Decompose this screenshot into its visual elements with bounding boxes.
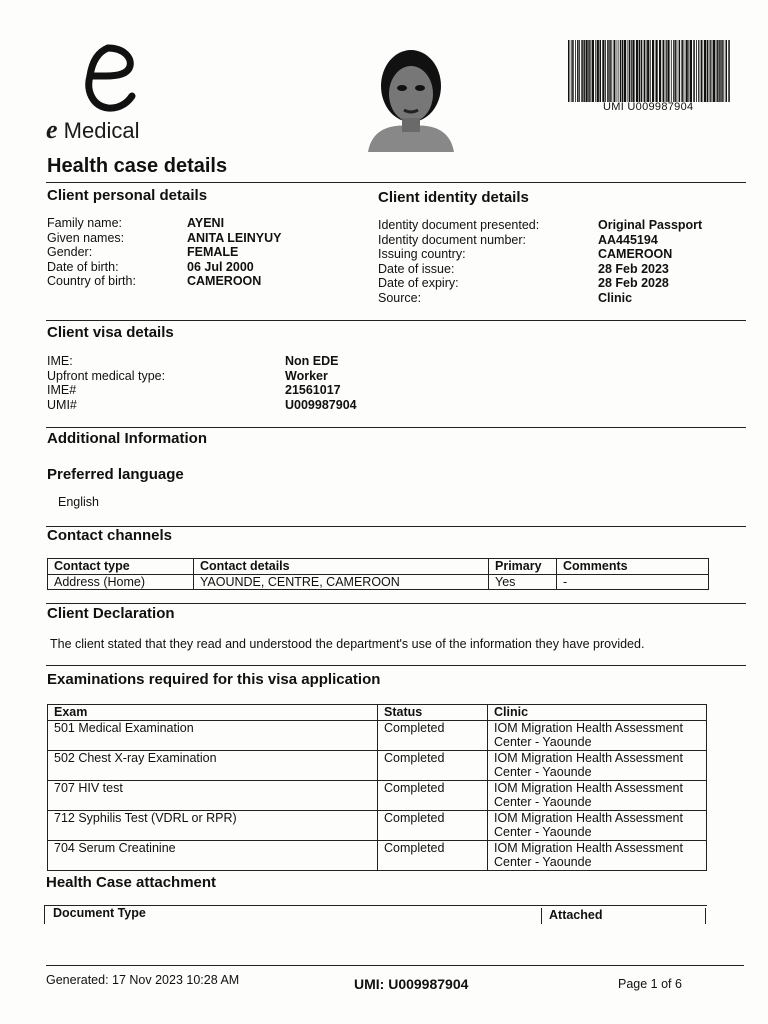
field-value: CAMEROON [598, 247, 673, 261]
barcode-bar [641, 40, 643, 102]
barcode-bar [575, 40, 576, 102]
column-header: Document Type [53, 906, 146, 920]
column-header: Contact type [48, 559, 194, 575]
personal-details-heading: Client personal details [47, 187, 208, 204]
barcode-bar [581, 40, 583, 102]
barcode-bar [605, 40, 606, 102]
contact-channels-heading: Contact channels [47, 527, 173, 544]
table-header-row [48, 559, 709, 575]
barcode-bar [688, 40, 689, 102]
table-row [48, 720, 707, 750]
footer-divider [46, 965, 744, 966]
barcode-bar [713, 40, 715, 102]
table-cell: 502 Chest X-ray Examination [48, 750, 378, 780]
barcode-bar [721, 40, 723, 102]
barcode-bar [709, 40, 710, 102]
field-value: AYENI [187, 216, 225, 230]
attachment-heading: Health Case attachment [46, 874, 217, 891]
field-label: Date of birth: [47, 259, 119, 274]
field-value: 06 Jul 2000 [187, 259, 254, 274]
table-cell: Completed [378, 750, 488, 780]
barcode-bar [602, 40, 604, 102]
divider [46, 320, 746, 321]
table-cell: Completed [378, 780, 488, 810]
barcode-bar [652, 40, 654, 102]
page-title: Health case details [47, 155, 228, 177]
brand-name: Medical [63, 118, 140, 143]
emedical-logo-icon [78, 44, 138, 116]
table-row [48, 750, 707, 780]
table-cell: Yes [489, 574, 557, 590]
barcode-bar [592, 40, 594, 102]
barcode-bar [636, 40, 638, 102]
barcode-bar [588, 40, 590, 102]
barcode-bar [595, 40, 596, 102]
visa-details-heading: Client visa details [47, 324, 174, 341]
barcode-bar [663, 40, 665, 102]
barcode-bar [611, 40, 612, 102]
table-cell: 712 Syphilis Test (VDRL or RPR) [48, 810, 378, 840]
barcode-bar [590, 40, 591, 102]
barcode-bar [667, 40, 669, 102]
footer-umi: UMI: U009987904 [354, 976, 469, 992]
barcode-bar [710, 40, 711, 102]
divider [46, 665, 746, 666]
barcode-bar [726, 40, 728, 102]
barcode-bar [631, 40, 632, 102]
additional-info-heading: Additional Information [47, 430, 207, 447]
examinations-table [47, 704, 707, 871]
barcode-bar [639, 40, 641, 102]
barcode-bar [644, 40, 646, 102]
identity-details-heading: Client identity details [378, 189, 529, 206]
preferred-language-value: English [58, 495, 99, 509]
barcode-bar [577, 40, 579, 102]
field-label: IME# [47, 383, 77, 397]
table-cell: Completed [378, 840, 488, 870]
barcode-bar [686, 40, 688, 102]
brand-wordmark [46, 115, 139, 145]
field-label: Family name: [47, 216, 123, 230]
barcode-bar [679, 40, 681, 102]
client-declaration-heading: Client Declaration [47, 605, 175, 622]
preferred-language-heading: Preferred language [47, 466, 184, 483]
barcode-bar [647, 40, 649, 102]
barcode-bar [696, 40, 697, 102]
barcode-bar [677, 40, 678, 102]
barcode-bar [568, 40, 570, 102]
barcode-bar [700, 40, 701, 102]
divider [44, 906, 45, 924]
barcode-bar [701, 40, 703, 102]
barcode-umi-text: UMI U009987904 [603, 101, 694, 113]
field-label: Given names: [47, 230, 125, 245]
barcode-bar [622, 40, 624, 102]
barcode-bar [624, 40, 626, 102]
barcode-bar [579, 40, 580, 102]
examinations-heading: Examinations required for this visa application [47, 671, 381, 688]
field-value: 28 Feb 2028 [598, 276, 669, 290]
table-row [48, 780, 707, 810]
field-value: FEMALE [187, 245, 239, 259]
field-value: 28 Feb 2023 [598, 261, 669, 276]
field-value: CAMEROON [187, 274, 262, 288]
generated-timestamp: Generated: 17 Nov 2023 10:28 AM [46, 973, 240, 987]
table-cell: Completed [378, 720, 488, 750]
table-cell: - [557, 574, 709, 590]
field-value: Clinic [598, 290, 633, 305]
divider [46, 427, 746, 428]
field-value: Non EDE [285, 354, 339, 368]
barcode-bar [681, 40, 683, 102]
contact-table [47, 558, 709, 590]
table-cell: IOM Migration Health Assessment Center - Yaounde [488, 720, 707, 750]
column-header: Primary [489, 559, 557, 575]
divider [46, 603, 746, 604]
barcode-bar [717, 40, 719, 102]
page-number: Page 1 of 6 [618, 977, 682, 991]
field-label: Issuing country: [378, 247, 466, 261]
barcode-bar [572, 40, 574, 102]
column-header: Attached [549, 908, 603, 922]
barcode-bar [716, 40, 717, 102]
table-row [48, 810, 707, 840]
field-label: Identity document number: [378, 232, 526, 247]
field-label: Date of issue: [378, 261, 455, 276]
barcode-bar [609, 40, 611, 102]
barcode-bar [632, 40, 634, 102]
divider [705, 908, 706, 924]
column-header: Exam [48, 705, 378, 721]
barcode-bar [583, 40, 585, 102]
field-label: Date of expiry: [378, 276, 459, 290]
brand-logo-letter: e [46, 115, 58, 144]
barcode-bar [618, 40, 619, 102]
barcode-bar [586, 40, 588, 102]
field-value: Worker [285, 368, 328, 383]
client-photo [366, 44, 456, 152]
table-cell: Completed [378, 810, 488, 840]
barcode-bar [659, 40, 661, 102]
barcode-bar [600, 40, 602, 102]
barcode-bar [693, 40, 695, 102]
field-value: 21561017 [285, 383, 341, 397]
table-row [48, 574, 709, 590]
barcode-bar [650, 40, 651, 102]
barcode-bar [723, 40, 724, 102]
table-cell: Address (Home) [48, 574, 194, 590]
barcode-bar [620, 40, 622, 102]
barcode-bar [597, 40, 599, 102]
table-cell: 501 Medical Examination [48, 720, 378, 750]
table-row [48, 840, 707, 870]
field-label: Source: [378, 290, 422, 305]
barcode-bar [629, 40, 631, 102]
barcode-bar [616, 40, 617, 102]
barcode-bar [656, 40, 658, 102]
field-value: AA445194 [598, 232, 658, 247]
column-header: Comments [557, 559, 709, 575]
divider [46, 182, 746, 183]
field-label: Upfront medical type: [47, 368, 166, 383]
column-header: Contact details [194, 559, 489, 575]
barcode [568, 40, 731, 102]
barcode-bar [690, 40, 692, 102]
table-cell: IOM Migration Health Assessment Center - Yaounde [488, 780, 707, 810]
table-cell: IOM Migration Health Assessment Center - Yaounde [488, 750, 707, 780]
column-header: Status [378, 705, 488, 721]
field-value: ANITA LEINYUY [187, 230, 282, 245]
barcode-bar [646, 40, 647, 102]
barcode-bar [571, 40, 572, 102]
barcode-bar [628, 40, 629, 102]
barcode-bar [666, 40, 667, 102]
table-cell: IOM Migration Health Assessment Center - Yaounde [488, 810, 707, 840]
barcode-bar [684, 40, 685, 102]
attachment-table [44, 905, 707, 924]
field-label: Gender: [47, 245, 93, 259]
column-header: Clinic [488, 705, 707, 721]
client-declaration-text: The client stated that they read and understood the department's use of the information they have provided. [50, 637, 645, 651]
field-value: Original Passport [598, 218, 703, 232]
barcode-bar [712, 40, 713, 102]
barcode-bar [698, 40, 699, 102]
barcode-bar [614, 40, 616, 102]
table-cell: YAOUNDE, CENTRE, CAMEROON [194, 574, 489, 590]
table-header-row [48, 705, 707, 721]
field-label: Identity document presented: [378, 218, 540, 232]
barcode-bar [707, 40, 709, 102]
barcode-bar [671, 40, 672, 102]
table-cell: 704 Serum Creatinine [48, 840, 378, 870]
barcode-bar [704, 40, 706, 102]
barcode-bar [719, 40, 721, 102]
barcode-bar [728, 40, 730, 102]
field-label: Country of birth: [47, 274, 136, 288]
barcode-bar [674, 40, 676, 102]
table-cell: 707 HIV test [48, 780, 378, 810]
divider [541, 908, 542, 924]
barcode-bar [673, 40, 674, 102]
field-label: IME: [47, 354, 73, 368]
barcode-bar [607, 40, 609, 102]
barcode-bar [665, 40, 666, 102]
field-value: U009987904 [285, 397, 357, 412]
table-cell: IOM Migration Health Assessment Center - Yaounde [488, 840, 707, 870]
field-label: UMI# [47, 397, 77, 412]
